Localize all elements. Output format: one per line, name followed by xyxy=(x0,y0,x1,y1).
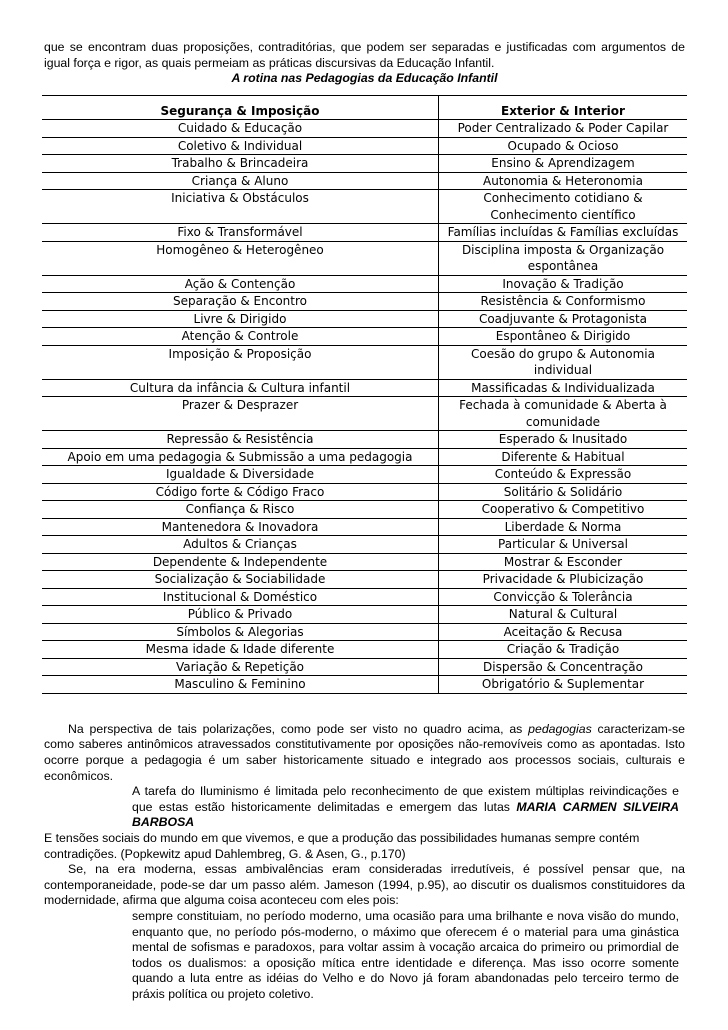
cell-seguranca: Criança & Aluno xyxy=(42,172,439,190)
cell-seguranca: Institucional & Doméstico xyxy=(42,588,439,606)
cell-exterior: Convicção & Tolerância xyxy=(439,588,688,606)
cell-seguranca: Dependente & Independente xyxy=(42,553,439,571)
cell-exterior: Diferente & Habitual xyxy=(439,448,688,466)
cell-exterior: Resistência & Conformismo xyxy=(439,293,688,311)
cell-seguranca: Repressão & Resistência xyxy=(42,431,439,449)
table-row xyxy=(42,328,687,346)
paragraph-modernidade: Se, na era moderna, essas ambivalências eram consideradas irredutíveis, é possível pensar que, na contemporaneidade, pode-se dar um passo além. Jameson (1994, p.95), ao discutir os dualismos constituidores da modernidade, afirma que alguma coisa aconteceu com eles pois: xyxy=(44,862,685,908)
cell-exterior: Autonomia & Heteronomia xyxy=(439,172,688,190)
cell-exterior: Conteúdo & Expressão xyxy=(439,466,688,484)
cell-seguranca: Igualdade & Diversidade xyxy=(42,466,439,484)
table-row xyxy=(42,190,687,224)
table-row xyxy=(42,501,687,519)
table-row xyxy=(42,275,687,293)
cell-exterior: Disciplina imposta & Organização espontânea xyxy=(439,241,688,275)
cell-seguranca: Socialização & Sociabilidade xyxy=(42,571,439,589)
table-row xyxy=(42,676,687,694)
cell-exterior: Obrigatório & Suplementar xyxy=(439,676,688,694)
table-row xyxy=(42,483,687,501)
cell-seguranca: Apoio em uma pedagogia & Submissão a uma pedagogia xyxy=(42,448,439,466)
cell-seguranca: Fixo & Transformável xyxy=(42,224,439,242)
table-row xyxy=(42,379,687,397)
cell-exterior: Dispersão & Concentração xyxy=(439,658,688,676)
table-row xyxy=(42,466,687,484)
table-row xyxy=(42,137,687,155)
table-row xyxy=(42,310,687,328)
table-row xyxy=(42,345,687,379)
cell-seguranca: Código forte & Código Fraco xyxy=(42,483,439,501)
quote-continuation: E tensões sociais do mundo em que vivemos, e que a produção das possibilidades humanas sempre contém contradições. (Popkewitz apud Dahlembreg, G. & Asen, G., p.170) xyxy=(44,830,640,861)
table-header-row xyxy=(42,95,687,120)
cell-seguranca: Iniciativa & Obstáculos xyxy=(42,190,439,224)
cell-seguranca: Adultos & Crianças xyxy=(42,536,439,554)
cell-exterior: Esperado & Inusitado xyxy=(439,431,688,449)
table-row xyxy=(42,293,687,311)
cell-seguranca: Trabalho & Brincadeira xyxy=(42,155,439,173)
cell-exterior: Coadjuvante & Protagonista xyxy=(439,310,688,328)
intro-paragraph: que se encontram duas proposições, contraditórias, que podem ser separadas e justificadas com argumentos de igual força e rigor, as quais permeiam as práticas discursivas da Educação Infantil. xyxy=(44,40,685,70)
table-body xyxy=(42,120,687,694)
cell-seguranca: Homogêneo & Heterogêneo xyxy=(42,241,439,275)
cell-exterior: Ocupado & Ocioso xyxy=(439,137,688,155)
table-row xyxy=(42,120,687,138)
block-quote-iluminismo: A tarefa do Iluminismo é limitada pelo reconhecimento de que existem múltiplas reivindicações e que estas estão historicamente delimitadas e emergem das lutas MARIA CARMEN SILVEIRA BARBOSA xyxy=(132,784,679,830)
cell-exterior: Coesão do grupo & Autonomia individual xyxy=(439,345,688,379)
cell-seguranca: Variação & Repetição xyxy=(42,658,439,676)
cell-exterior: Massificadas & Individualizada xyxy=(439,379,688,397)
cell-exterior: Poder Centralizado & Poder Capilar xyxy=(439,120,688,138)
table-row xyxy=(42,155,687,173)
rotina-table xyxy=(42,95,687,694)
table-row xyxy=(42,448,687,466)
cell-seguranca: Cuidado & Educação xyxy=(42,120,439,138)
cell-seguranca: Atenção & Controle xyxy=(42,328,439,346)
cell-exterior: Particular & Universal xyxy=(439,536,688,554)
cell-exterior: Cooperativo & Competitivo xyxy=(439,501,688,519)
table-row xyxy=(42,397,687,431)
table-row xyxy=(42,623,687,641)
table-row xyxy=(42,431,687,449)
table-title: A rotina nas Pedagogias da Educação Infantil xyxy=(231,71,498,86)
paragraph-pedagogias: Na perspectiva de tais polarizações, como pode ser visto no quadro acima, as pedagogias caracterizam-se como saberes antinômicos atravessados constitutivamente por oposições não-removíveis como as apontadas. Isto ocorre porque a pedagogia é um saber historicamente situado e integrado aos processos sociais, culturais e econômicos. xyxy=(44,721,685,783)
cell-exterior: Privacidade & Plubicização xyxy=(439,571,688,589)
cell-seguranca: Separação & Encontro xyxy=(42,293,439,311)
cell-seguranca: Confiança & Risco xyxy=(42,501,439,519)
emphasis-pedagogias: pedagogias xyxy=(528,721,592,736)
table-row xyxy=(42,241,687,275)
column-header-exterior: Exterior & Interior xyxy=(439,95,688,120)
cell-exterior: Aceitação & Recusa xyxy=(439,623,688,641)
cell-exterior: Natural & Cultural xyxy=(439,606,688,624)
cell-seguranca: Masculino & Feminino xyxy=(42,676,439,694)
cell-seguranca: Prazer & Desprazer xyxy=(42,397,439,431)
cell-seguranca: Símbolos & Alegorias xyxy=(42,623,439,641)
cell-seguranca: Público & Privado xyxy=(42,606,439,624)
table-row xyxy=(42,641,687,659)
cell-exterior: Mostrar & Esconder xyxy=(439,553,688,571)
cell-seguranca: Livre & Dirigido xyxy=(42,310,439,328)
cell-exterior: Famílias incluídas & Famílias excluídas xyxy=(439,224,688,242)
table-row xyxy=(42,224,687,242)
table-row xyxy=(42,536,687,554)
author-name: MARIA CARMEN SILVEIRA BARBOSA xyxy=(132,799,679,830)
cell-exterior: Conhecimento cotidiano & Conhecimento científico xyxy=(439,190,688,224)
table-row xyxy=(42,553,687,571)
table-row xyxy=(42,518,687,536)
cell-exterior: Espontâneo & Dirigido xyxy=(439,328,688,346)
column-header-seguranca: Segurança & Imposição xyxy=(42,95,439,120)
table-row xyxy=(42,571,687,589)
block-quote-jameson: sempre constituiam, no período moderno, uma ocasião para uma brilhante e nova visão do mundo, enquanto que, no período pós-moderno, o máximo que oferecem é o material para uma ginástica mental de sofismas e paradoxos, para voltar assim à vocação arcaica do primeiro ou primordial de todos os dualismos: a oposição mítica entre identidade e diferença. Mas isso ocorre somente quando a luta entre as idéias do Velho e do Novo já foram abandonadas pelo terceiro termo de práxis política ou projeto coletivo. xyxy=(132,908,679,1001)
table-row xyxy=(42,588,687,606)
cell-seguranca: Coletivo & Individual xyxy=(42,137,439,155)
cell-exterior: Inovação & Tradição xyxy=(439,275,688,293)
table-row xyxy=(42,658,687,676)
cell-seguranca: Cultura da infância & Cultura infantil xyxy=(42,379,439,397)
cell-exterior: Fechada à comunidade & Aberta à comunidade xyxy=(439,397,688,431)
table-row xyxy=(42,606,687,624)
cell-seguranca: Mesma idade & Idade diferente xyxy=(42,641,439,659)
document-page xyxy=(44,40,685,1002)
cell-exterior: Ensino & Aprendizagem xyxy=(439,155,688,173)
cell-seguranca: Ação & Contenção xyxy=(42,275,439,293)
cell-seguranca: Imposição & Proposição xyxy=(42,345,439,379)
cell-seguranca: Mantenedora & Inovadora xyxy=(42,518,439,536)
table-row xyxy=(42,172,687,190)
cell-exterior: Solitário & Solidário xyxy=(439,483,688,501)
cell-exterior: Liberdade & Norma xyxy=(439,518,688,536)
cell-exterior: Criação & Tradição xyxy=(439,641,688,659)
